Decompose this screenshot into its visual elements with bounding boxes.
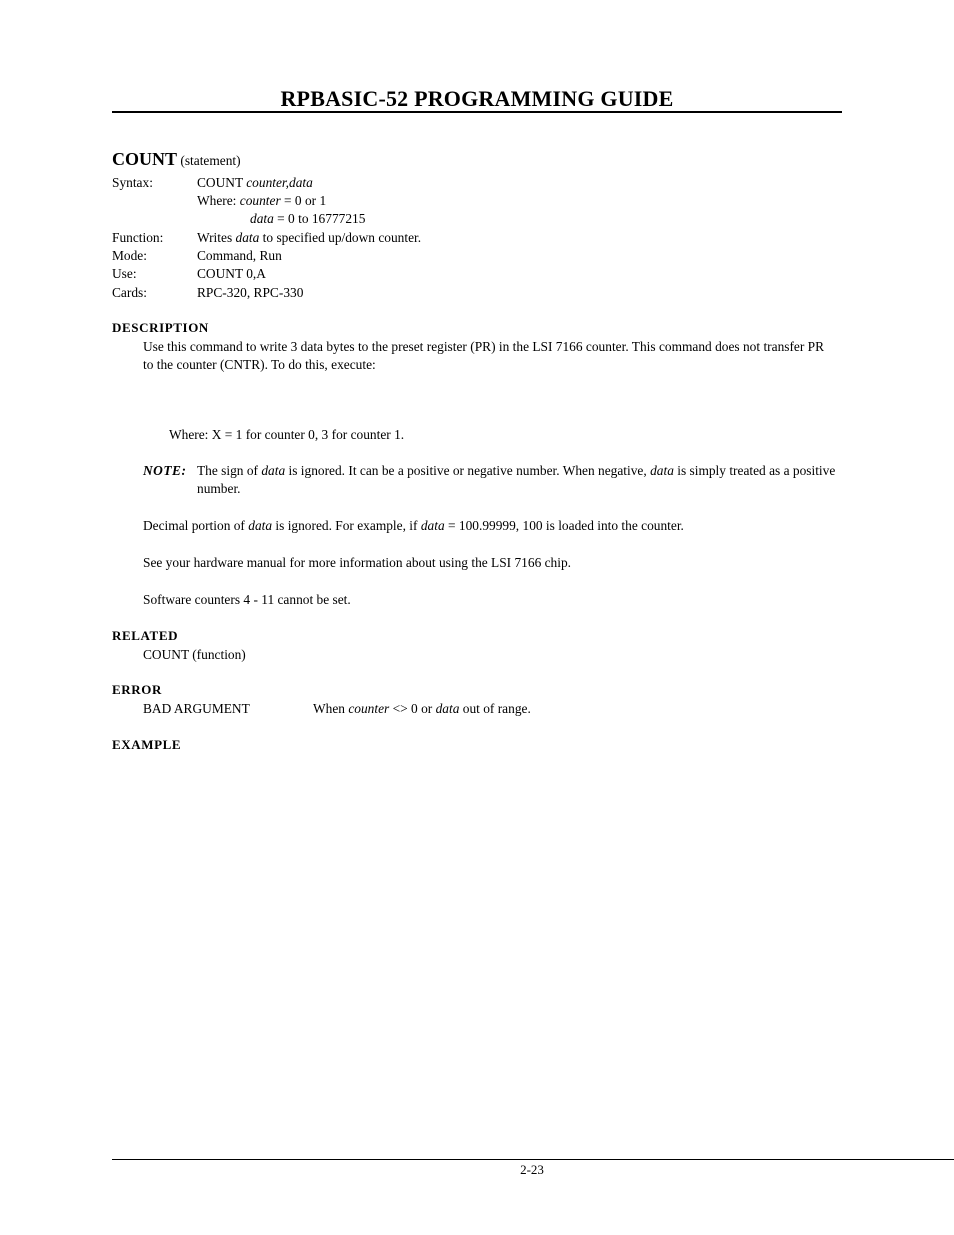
error-text-pre: When [313,701,349,716]
cards-value: RPC-320, RPC-330 [197,285,304,300]
syntax-command: COUNT [197,175,247,190]
page-title: RPBASIC-52 PROGRAMMING GUIDE [280,86,674,111]
where-counter-var: counter [239,193,281,208]
decimal-text-pre: Decimal portion of [143,518,249,533]
where-data-range: = 0 to 16777215 [273,211,366,226]
note-text-post: is simply treated as a positive number. [197,463,836,496]
use-value: COUNT 0,A [197,266,266,281]
where-counter-range: = 0 or 1 [280,193,327,208]
note-var-data: data [261,463,286,478]
related-heading: RELATED [112,628,179,643]
statement-name: COUNT [112,149,178,169]
function-value [197,229,421,247]
note-label: NOTE: [143,463,187,478]
function-text-post: to specified up/down counter. [259,230,422,245]
description-paragraph: Use this command to write 3 data bytes to the preset register (PR) in the LSI 7166 counter. This command does not transfer PR to the counter (CNTR). To do this, execute: [143,339,825,372]
decimal-paragraph [143,517,833,535]
cards-label: Cards: [112,285,147,300]
use-label: Use: [112,266,137,281]
mode-value: Command, Run [197,248,282,263]
function-text-pre: Writes [197,230,236,245]
decimal-text-mid: is ignored. For example, if [272,518,421,533]
decimal-text-post: = 100.99999, 100 is loaded into the counter. [444,518,684,533]
error-text-post: out of range. [459,701,531,716]
decimal-var-data-2: data [420,518,445,533]
where-data-line [250,210,365,228]
error-code: BAD ARGUMENT [143,701,250,716]
error-description [313,700,531,718]
decimal-var-data: data [248,518,273,533]
syntax-label: Syntax: [112,175,153,190]
statement-kind: (statement) [180,153,241,168]
software-paragraph: Software counters 4 - 11 cannot be set. [143,592,351,607]
where-label: Where: [197,193,240,208]
error-var-counter: counter [348,701,390,716]
syntax-arguments: counter,data [246,175,313,190]
related-item: COUNT (function) [143,647,246,662]
where-data-var: data [250,211,274,226]
hardware-paragraph: See your hardware manual for more information about using the LSI 7166 chip. [143,555,572,570]
note-text [197,462,837,498]
statement-heading [112,150,241,170]
error-heading: ERROR [112,682,162,697]
error-text-mid: <> 0 or [389,701,436,716]
mode-label: Mode: [112,248,147,263]
where-x-line: Where: X = 1 for counter 0, 3 for counter 1. [169,427,405,442]
footer-divider [112,1159,954,1160]
syntax-value [197,174,313,192]
where-counter-line [197,192,326,210]
note-var-data-2: data [650,463,674,478]
page-number: 2-23 [520,1162,544,1177]
note-text-pre: The sign of [197,463,262,478]
error-var-data: data [435,701,460,716]
example-heading: EXAMPLE [112,737,182,752]
description-heading: DESCRIPTION [112,320,209,335]
function-label: Function: [112,230,164,245]
note-text-mid: is ignored. It can be a positive or negative number. When negative, [285,463,651,478]
function-var: data [235,230,260,245]
title-divider [112,111,842,113]
